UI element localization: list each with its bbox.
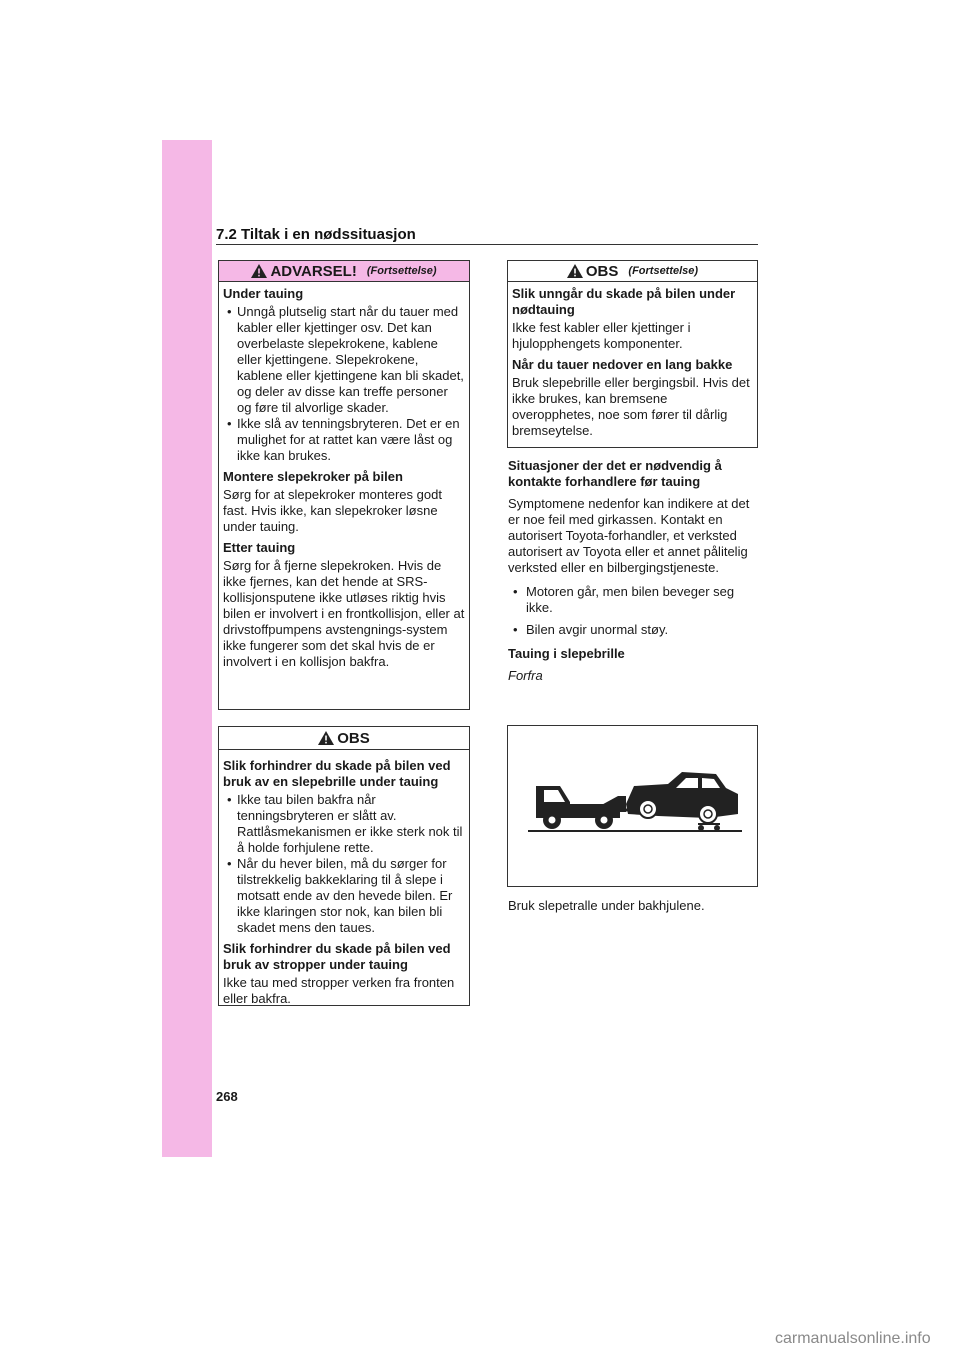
situations-paragraph: Symptomene nedenfor kan indikere at det er noe feil med girkassen. Kontakt en autorisert Toyota-forhandler, et verksted autorisert av Toyota eller et annet pålitelig verksted eller en bilbergingstjeneste. — [508, 496, 750, 575]
warning-triangle-icon — [567, 264, 583, 278]
warning-title: ADVARSEL! — [270, 262, 357, 280]
symptom-bullet-1: Motoren går, men bilen beveger seg ikke. — [526, 584, 735, 615]
chapter-sidebar-tab — [162, 140, 212, 1157]
notice-continued-header — [508, 261, 757, 282]
page-number: 268 — [216, 1089, 238, 1104]
notice-bullet-1: Ikke tau bilen bakfra når tenningsbryteren er slått av. Rattlåsmekanismen er ikke sterk nok til å holde forhjulene rette. — [237, 792, 463, 855]
list-item: • Når du hever bilen, må du sørger for tilstrekkelig bakkeklaring til å slepe i motsatt ende av den hevede bilen. Er ikke klaringen stor nok, kan bilen bli skadet mens den taues. — [223, 856, 465, 936]
warning-box — [218, 260, 470, 710]
notice-heading-2: Slik forhindrer du skade på bilen ved bruk av stropper under tauing — [223, 941, 451, 972]
situations-heading: Situasjoner der det er nødvendig å kontakte forhandlere før tauing — [508, 458, 722, 489]
notice-heading-1: Slik forhindrer du skade på bilen ved bruk av en slepebrille under tauing — [223, 758, 451, 789]
notice-bullet-2: Når du hever bilen, må du sørger for tilstrekkelig bakkeklaring til å slepe i motsatt ende av den hevede bilen. Er ikke klaringen stor nok, kan bilen bli skadet mens den taues. — [237, 856, 453, 935]
list-item: • Motoren går, men bilen beveger seg ikke. — [508, 584, 758, 616]
tow-dolly-heading: Tauing i slepebrille — [508, 646, 625, 661]
notice-box — [218, 726, 470, 1006]
list-item: • Ikke tau bilen bakfra når tenningsbryteren er slått av. Rattlåsmekanismen er ikke sterk nok til å holde forhjulene rette. — [223, 792, 465, 856]
notice-continued-heading-2: Når du tauer nedover en lang bakke — [512, 357, 733, 372]
warning-bullet-1: Unngå plutselig start når du tauer med kabler eller kjettinger osv. Det kan overbelaste slepekrokene, kablene eller kjettingene. Slepekrokene, kablene eller kjettingene kan bli skadet, og deler av disse kan treffe personer og føre til alvorlige skader. — [237, 304, 464, 415]
watermark: carmanualsonline.info — [775, 1330, 931, 1347]
notice-title: OBS — [337, 729, 370, 747]
notice-paragraph-2: Ikke tau med stropper verken fra fronten eller bakfra. — [223, 975, 455, 1006]
symptom-bullet-2: Bilen avgir unormal støy. — [526, 622, 669, 637]
warning-triangle-icon — [251, 264, 267, 278]
warning-heading-1: Under tauing — [223, 286, 304, 301]
continued-label: (Fortsettelse) — [628, 265, 699, 277]
warning-heading-2: Montere slepekroker på bilen — [223, 469, 403, 484]
warning-triangle-icon — [318, 731, 334, 745]
notice-continued-paragraph-1: Ikke fest kabler eller kjettinger i hjulopphengets komponenter. — [512, 320, 691, 351]
section-title: 7.2 Tiltak i en nødssituasjon — [216, 226, 416, 243]
warning-paragraph-2: Sørg for at slepekroker monteres godt fast. Hvis ikke, kan slepekroker løsne under tauing. — [223, 487, 442, 534]
tow-illustration-frame — [507, 725, 758, 887]
figure-caption: Bruk slepetralle under bakhjulene. — [508, 898, 705, 913]
warning-box-header — [219, 261, 469, 282]
warning-bullet-2: Ikke slå av tenningsbryteren. Det er en mulighet for at rattet kan være låst og ikke kan brukes. — [237, 416, 460, 463]
notice-continued-paragraph-2: Bruk slepebrille eller bergingsbil. Hvis det ikke brukes, kan bremsene overopphetes, noe som fører til dårlig bremseytelse. — [512, 375, 750, 438]
list-item: • Ikke slå av tenningsbryteren. Det er en mulighet for at rattet kan være låst og ikke kan brukes. — [223, 416, 465, 464]
warning-heading-3: Etter tauing — [223, 540, 296, 555]
notice-box-header — [219, 727, 469, 750]
warning-paragraph-3: Sørg for å fjerne slepekroken. Hvis de ikke fjernes, kan det hende at SRS-kollisjonsputene ikke utløses riktig hvis bilen er involvert i en frontkollisjon, eller at drivstoffpumpens avstengnings-system ikke fungerer som det skal hvis de er involvert i en kollisjon bakfra. — [223, 558, 465, 669]
from-front-label: Forfra — [508, 668, 543, 683]
list-item: • Bilen avgir unormal støy. — [508, 622, 758, 638]
notice-continued-title: OBS — [585, 262, 619, 280]
notice-continued-heading-1: Slik unngår du skade på bilen under nødtauing — [512, 286, 736, 317]
continued-label: (Fortsettelse) — [366, 265, 437, 277]
tow-truck-illustration — [508, 726, 757, 886]
list-item: • Unngå plutselig start når du tauer med kabler eller kjettinger osv. Det kan overbelaste slepekrokene, kablene eller kjettingene. Slepekrokene, kablene eller kjettingene kan bli skadet, og deler av disse kan treffe personer og føre til alvorlige skader. — [227, 304, 464, 415]
notice-continued-box — [507, 260, 758, 448]
header-divider — [216, 244, 758, 245]
right-column-text — [508, 458, 758, 689]
